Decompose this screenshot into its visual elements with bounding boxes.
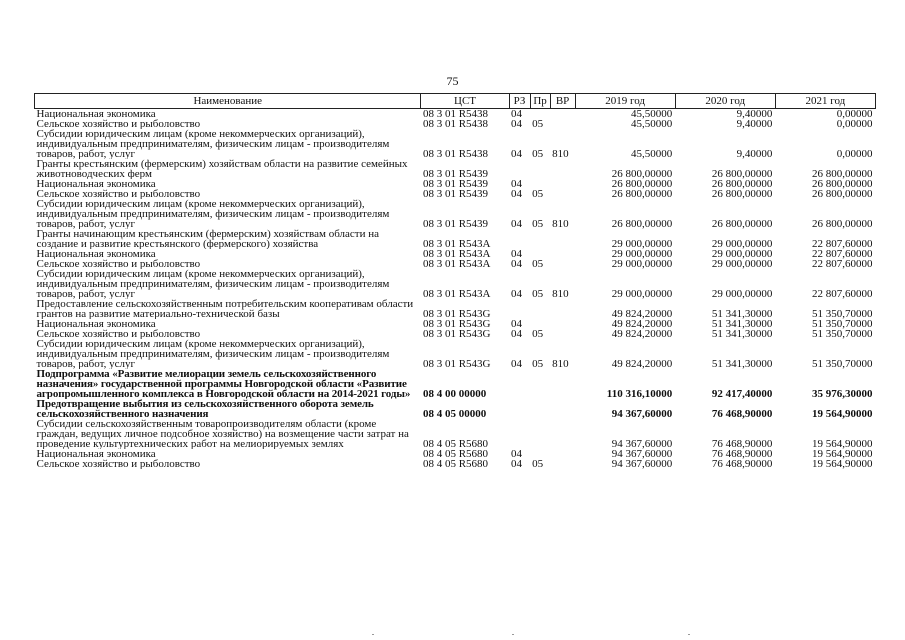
- row-rz: 04: [511, 148, 523, 159]
- row-2021: 51 350,70000: [812, 319, 873, 329]
- row-2020: 76 468,90000: [711, 438, 773, 449]
- table-row: [35, 159, 876, 179]
- row-rz: [509, 159, 530, 179]
- row-2021: 22 807,60000: [812, 288, 873, 299]
- row-cst: 08 3 01 R543A: [422, 288, 491, 299]
- row-2020: 9,40000: [736, 148, 773, 159]
- row-rz: 04: [511, 249, 523, 259]
- header-pr: Пр: [530, 94, 550, 109]
- row-pr: 05: [532, 189, 544, 199]
- row-rz: 04: [511, 179, 523, 189]
- row-vr: [550, 189, 575, 199]
- row-2021: 26 800,00000: [812, 218, 873, 229]
- row-2020: 92 417,40000: [711, 388, 773, 399]
- row-name: Национальная экономика: [36, 249, 156, 259]
- row-name: Субсидии сельскохозяйственным товаропроизводителям области (кроме граждан, ведущих личное подсобное хозяйство) на возмещение части затрат на проведение культуртехнических работ на мелиорируемых землях: [36, 419, 409, 449]
- row-pr: [530, 229, 550, 249]
- row-rz: [509, 369, 530, 399]
- row-pr: [530, 299, 550, 319]
- row-2019: 94 367,60000: [611, 449, 673, 459]
- row-pr: [530, 449, 550, 459]
- row-2020: 29 000,00000: [711, 259, 773, 269]
- row-vr: [550, 459, 575, 469]
- row-vr: 810: [552, 218, 569, 229]
- row-vr: 810: [552, 148, 569, 159]
- row-pr: [530, 319, 550, 329]
- table-row: [35, 119, 876, 129]
- header-2021: 2021 год: [775, 94, 875, 109]
- row-2021: 26 800,00000: [812, 189, 873, 199]
- row-rz: 04: [511, 358, 523, 369]
- row-rz: 04: [511, 218, 523, 229]
- row-name: Субсидии юридическим лицам (кроме некоммерческих организаций), индивидуальным предпринимателям, физическим лицам - производителям товаров, работ, услуг: [36, 129, 390, 159]
- row-2021: 19 564,90000: [812, 459, 873, 469]
- row-cst: 08 4 05 R5680: [422, 438, 489, 449]
- row-pr: [530, 419, 550, 449]
- table-row: [35, 319, 876, 329]
- row-2021: 19 564,90000: [812, 438, 873, 449]
- row-vr: [550, 319, 575, 329]
- row-name: Сельское хозяйство и рыболовство: [36, 189, 201, 199]
- row-name: Субсидии юридическим лицам (кроме некоммерческих организаций), индивидуальным предпринимателям, физическим лицам - производителям товаров, работ, услуг: [36, 269, 390, 299]
- row-2019: 45,50000: [630, 119, 673, 129]
- row-2019: 29 000,00000: [611, 259, 673, 269]
- row-2021: 0,00000: [836, 119, 873, 129]
- header-cst: ЦСТ: [421, 94, 509, 109]
- row-name: Национальная экономика: [36, 449, 156, 459]
- row-cst: 08 3 01 R5439: [422, 189, 489, 199]
- row-2019: 49 824,20000: [611, 308, 673, 319]
- row-2021: 19 564,90000: [812, 408, 873, 419]
- row-2020: 51 341,30000: [711, 308, 773, 319]
- header-2019: 2019 год: [575, 94, 675, 109]
- row-name: Национальная экономика: [36, 108, 156, 119]
- row-2019: 26 800,00000: [611, 168, 673, 179]
- row-2019: 94 367,60000: [611, 438, 673, 449]
- row-vr: 810: [552, 358, 569, 369]
- row-2021: 0,00000: [836, 148, 873, 159]
- row-2020: 26 800,00000: [711, 168, 773, 179]
- table-row: [35, 339, 876, 369]
- row-2020: 76 468,90000: [711, 449, 773, 459]
- row-name: Национальная экономика: [36, 319, 156, 329]
- row-name: Подпрограмма «Развитие мелиорации земель сельскохозяйственного назначения» государственной программы Новгородской области «Развитие агропромышленного комплекса в Новгородской области на 2014-2021 годы»: [36, 369, 411, 399]
- table-row: [35, 369, 876, 399]
- row-cst: 08 3 01 R543G: [422, 358, 491, 369]
- row-cst: 08 3 01 R543A: [422, 238, 491, 249]
- row-2019: 29 000,00000: [611, 238, 673, 249]
- row-rz: 04: [511, 329, 523, 339]
- row-2021: 26 800,00000: [812, 168, 873, 179]
- row-pr: 05: [532, 288, 544, 299]
- row-name: Субсидии юридическим лицам (кроме некоммерческих организаций), индивидуальным предпринимателям, физическим лицам - производителям товаров, работ, услуг: [36, 199, 390, 229]
- row-2020: 29 000,00000: [711, 288, 773, 299]
- row-cst: 08 3 01 R543G: [422, 329, 491, 339]
- row-2020: 26 800,00000: [711, 189, 773, 199]
- row-vr: [550, 119, 575, 129]
- row-vr: [550, 419, 575, 449]
- row-2021: 19 564,90000: [812, 449, 873, 459]
- row-pr: 05: [532, 148, 544, 159]
- table-row: [35, 459, 876, 469]
- row-rz: 04: [511, 108, 523, 119]
- row-vr: [550, 229, 575, 249]
- row-pr: [530, 159, 550, 179]
- row-rz: 04: [511, 449, 523, 459]
- row-rz: 04: [511, 189, 523, 199]
- row-cst: 08 3 01 R5439: [422, 218, 489, 229]
- row-pr: 05: [532, 218, 544, 229]
- row-cst: 08 3 01 R543G: [422, 308, 491, 319]
- row-rz: [509, 419, 530, 449]
- row-2021: 26 800,00000: [812, 179, 873, 189]
- row-pr: [530, 109, 550, 120]
- row-cst: 08 4 05 R5680: [422, 449, 489, 459]
- row-vr: [550, 399, 575, 419]
- row-2019: 110 316,10000: [606, 388, 673, 399]
- row-2019: 26 800,00000: [611, 179, 673, 189]
- row-vr: [550, 159, 575, 179]
- row-vr: [550, 449, 575, 459]
- row-cst: 08 3 01 R5438: [422, 148, 489, 159]
- row-2019: 49 824,20000: [611, 358, 673, 369]
- page-number: 75: [446, 74, 459, 88]
- table-row: [35, 129, 876, 159]
- table-row: [35, 199, 876, 229]
- row-vr: [550, 299, 575, 319]
- row-2020: 29 000,00000: [711, 238, 773, 249]
- table-row: [35, 449, 876, 459]
- table-row: [35, 259, 876, 269]
- row-2020: 26 800,00000: [711, 179, 773, 189]
- row-rz: [509, 399, 530, 419]
- row-cst: 08 3 01 R543A: [422, 259, 491, 269]
- table-row: [35, 299, 876, 319]
- scan-speck: [688, 634, 690, 635]
- table-body: [35, 109, 876, 470]
- row-vr: [550, 369, 575, 399]
- row-name: Гранты крестьянским (фермерским) хозяйствам области на развитие семейных животноводческих ферм: [36, 159, 408, 179]
- row-2021: 22 807,60000: [812, 259, 873, 269]
- row-name: Гранты начинающим крестьянским (фермерским) хозяйствам области на создание и развитие крестьянского (фермерского) хозяйства: [36, 229, 379, 249]
- header-rz: РЗ: [509, 94, 530, 109]
- header-2020: 2020 год: [675, 94, 775, 109]
- table-row: [35, 399, 876, 419]
- row-2019: 94 367,60000: [611, 459, 673, 469]
- row-name: Предоставление сельскохозяйственным потребительским кооперативам области грантов на развитие материально-технической базы: [36, 299, 414, 319]
- row-2019: 94 367,60000: [611, 408, 673, 419]
- row-vr: [550, 329, 575, 339]
- table-row: [35, 269, 876, 299]
- row-cst: 08 3 01 R5438: [422, 108, 489, 119]
- row-pr: 05: [532, 459, 544, 469]
- row-2021: 22 807,60000: [812, 238, 873, 249]
- row-pr: [530, 369, 550, 399]
- row-2019: 49 824,20000: [611, 329, 673, 339]
- row-cst: 08 3 01 R543G: [422, 319, 491, 329]
- row-name: Предотвращение выбытия из сельскохозяйственного оборота земель сельскохозяйственного назначения: [36, 399, 374, 419]
- table-row: [35, 109, 876, 120]
- budget-table: [34, 93, 876, 469]
- row-vr: [550, 109, 575, 120]
- row-rz: [509, 299, 530, 319]
- row-cst: 08 3 01 R5439: [422, 179, 489, 189]
- scan-speck: [372, 634, 374, 635]
- row-pr: [530, 249, 550, 259]
- row-2020: 51 341,30000: [711, 358, 773, 369]
- row-pr: [530, 399, 550, 419]
- row-rz: 04: [511, 319, 523, 329]
- row-2020: 29 000,00000: [711, 249, 773, 259]
- row-vr: [550, 249, 575, 259]
- row-cst: 08 4 05 00000: [422, 408, 487, 419]
- row-2019: 29 000,00000: [611, 288, 673, 299]
- row-vr: [550, 179, 575, 189]
- row-2019: 49 824,20000: [611, 319, 673, 329]
- row-rz: 04: [511, 288, 523, 299]
- row-2021: 51 350,70000: [812, 308, 873, 319]
- row-2021: 51 350,70000: [812, 329, 873, 339]
- row-name: Сельское хозяйство и рыболовство: [36, 259, 201, 269]
- scan-speck: [512, 634, 514, 635]
- row-cst: 08 4 05 R5680: [422, 459, 489, 469]
- row-2020: 51 341,30000: [711, 319, 773, 329]
- table-row: [35, 329, 876, 339]
- row-vr: [550, 259, 575, 269]
- row-rz: 04: [511, 459, 523, 469]
- row-cst: 08 4 00 00000: [422, 388, 487, 399]
- row-2020: 76 468,90000: [711, 408, 773, 419]
- row-rz: 04: [511, 259, 523, 269]
- row-2019: 29 000,00000: [611, 249, 673, 259]
- row-name: Национальная экономика: [36, 179, 156, 189]
- row-2020: 9,40000: [736, 108, 773, 119]
- row-name: Субсидии юридическим лицам (кроме некоммерческих организаций), индивидуальным предпринимателям, физическим лицам - производителям товаров, работ, услуг: [36, 339, 390, 369]
- table-header-row: [35, 94, 876, 109]
- table-row: [35, 229, 876, 249]
- table-row: [35, 179, 876, 189]
- row-rz: 04: [511, 119, 523, 129]
- row-cst: 08 3 01 R5439: [422, 168, 489, 179]
- row-name: Сельское хозяйство и рыболовство: [36, 459, 201, 469]
- row-2020: 9,40000: [736, 119, 773, 129]
- row-2021: 0,00000: [836, 108, 873, 119]
- table-row: [35, 189, 876, 199]
- header-name: Наименование: [35, 94, 421, 109]
- row-cst: 08 3 01 R5438: [422, 119, 489, 129]
- row-2020: 51 341,30000: [711, 329, 773, 339]
- row-pr: 05: [532, 358, 544, 369]
- row-2020: 26 800,00000: [711, 218, 773, 229]
- row-2021: 35 976,30000: [812, 388, 873, 399]
- row-pr: 05: [532, 119, 544, 129]
- row-2019: 45,50000: [630, 148, 673, 159]
- row-2021: 51 350,70000: [812, 358, 873, 369]
- row-pr: 05: [532, 329, 544, 339]
- header-vr: ВР: [550, 94, 575, 109]
- row-name: Сельское хозяйство и рыболовство: [36, 329, 201, 339]
- row-cst: 08 3 01 R543A: [422, 249, 491, 259]
- row-2020: 76 468,90000: [711, 459, 773, 469]
- table-row: [35, 419, 876, 449]
- row-vr: 810: [552, 288, 569, 299]
- row-2021: 22 807,60000: [812, 249, 873, 259]
- table-row: [35, 249, 876, 259]
- row-pr: 05: [532, 259, 544, 269]
- row-2019: 45,50000: [630, 108, 673, 119]
- row-name: Сельское хозяйство и рыболовство: [36, 119, 201, 129]
- row-rz: [509, 229, 530, 249]
- row-pr: [530, 179, 550, 189]
- row-2019: 26 800,00000: [611, 189, 673, 199]
- row-2019: 26 800,00000: [611, 218, 673, 229]
